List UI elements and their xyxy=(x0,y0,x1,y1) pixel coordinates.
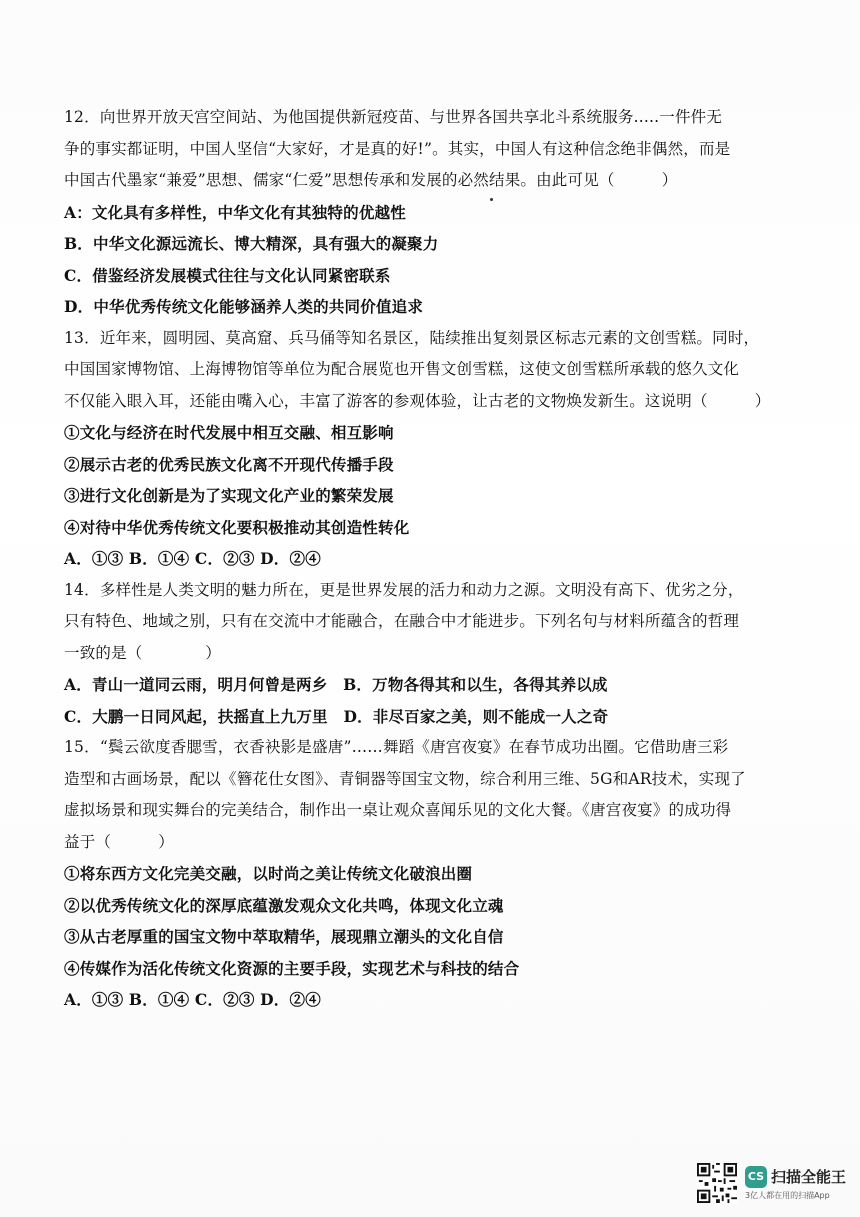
question-12 xyxy=(64,102,784,323)
q13-answer-choices: A．①③ B．①④ C．②③ D．②④ xyxy=(64,549,321,568)
q12-stem-line-1: 12．向世界开放天宫空间站、为他国提供新冠疫苗、与世界各国共享北斗系统服务.....一件件无 xyxy=(64,108,723,126)
brand-name: 扫描全能王 xyxy=(770,1168,846,1186)
q12-stem-line-3: 中国古代墨家“兼爱”思想、儒家“仁爱”思想传承和发展的必然结果。由此可见（ ） xyxy=(64,171,678,189)
q14-stem-line-3: 一致的是（ ） xyxy=(64,643,222,662)
q15-statement-3: ③从古老厚重的国宝文物中萃取精华，展现鼎立潮头的文化自信 xyxy=(64,927,504,946)
q13-stem-line-1: 13．近年来，圆明园、莫高窟、兵马俑等知名景区，陆续推出复刻景区标志元素的文创雪糕。同时， xyxy=(64,328,760,347)
qr-code-icon xyxy=(697,1163,737,1203)
q15-stem-line-3: 虚拟场景和现实舞台的完美结合，制作出一桌让观众喜闻乐见的文化大餐。《唐宫夜宴》的成功得 xyxy=(64,801,732,819)
q13-stem-line-3: 不仅能入眼入耳，还能由嘴入心，丰富了游客的参观体验，让古老的文物焕发新生。这说明（ ） xyxy=(64,391,771,410)
q12-option-b: B．中华文化源远流长、博大精深，具有强大的凝聚力 xyxy=(64,234,439,253)
question-14 xyxy=(64,575,784,733)
q12-option-d: D．中华优秀传统文化能够涵养人类的共同价值追求 xyxy=(64,297,424,316)
scanner-watermark xyxy=(697,1159,846,1207)
q13-statement-2: ②展示古老的优秀民族文化离不开现代传播手段 xyxy=(64,454,394,474)
q12-option-c: C．借鉴经济发展模式往往与文化认同紧密联系 xyxy=(64,265,391,285)
q15-stem-line-1: 15．“鬓云欲度香腮雪，衣香袂影是盛唐”……舞蹈《唐宫夜宴》在春节成功出圈。它借助唐三彩 xyxy=(64,738,729,756)
q15-statement-4: ④传媒作为活化传统文化资源的主要手段，实现艺术与科技的结合 xyxy=(64,958,520,978)
q15-stem-line-2: 造型和古画场景，配以《簪花仕女图》、青铜器等国宝文物，综合利用三维、5G和AR技术，实现了 xyxy=(64,769,746,788)
q15-stem-line-4: 益于（ ） xyxy=(64,832,174,851)
q14-stem-line-1: 14．多样性是人类文明的魅力所在，更是世界发展的活力和动力之源。文明没有高下、优劣之分， xyxy=(64,580,744,599)
question-15 xyxy=(64,732,784,1016)
q15-statement-1: ①将东西方文化完美交融，以时尚之美让传统文化破浪出圈 xyxy=(64,864,473,883)
question-13 xyxy=(64,323,784,575)
brand-tagline: 3亿人都在用的扫描App xyxy=(744,1190,830,1200)
q13-statement-4: ④对待中华优秀传统文化要积极推动其创造性转化 xyxy=(64,517,410,537)
q14-options-ab: A．青山一道同云雨，明月何曾是两乡 B．万物各得其和以生，各得其养以成 xyxy=(64,675,608,694)
q13-stem-line-2: 中国国家博物馆、上海博物馆等单位为配合展览也开售文创雪糕，这使文创雪糕所承载的悠久文化 xyxy=(64,360,740,378)
q14-stem-line-2: 只有特色、地域之别，只有在交流中才能融合，在融合中才能进步。下列名句与材料所蕴含的哲理 xyxy=(64,612,740,630)
q15-statement-2: ②以优秀传统文化的深厚底蕴激发观众文化共鸣，体现文化立魂 xyxy=(64,895,504,915)
q13-statement-1: ①文化与经济在时代发展中相互交融、相互影响 xyxy=(64,423,394,442)
q15-answer-choices: A．①③ B．①④ C．②③ D．②④ xyxy=(64,990,321,1009)
camscanner-logo: CS xyxy=(745,1166,767,1188)
q12-option-a: A：文化具有多样性，中华文化有其独特的优越性 xyxy=(64,202,406,222)
exam-content xyxy=(64,102,784,1016)
q12-stem-line-2: 争的事实都证明，中国人坚信“大家好，才是真的好!”。其实，中国人有这种信念绝非偶然，而是 xyxy=(64,139,731,158)
scanner-brand xyxy=(745,1166,846,1201)
q13-statement-3: ③进行文化创新是为了实现文化产业的繁荣发展 xyxy=(64,486,394,505)
q14-options-cd: C．大鹏一日同风起，扶摇直上九万里 D．非尽百家之美，则不能成一人之奇 xyxy=(64,706,609,726)
